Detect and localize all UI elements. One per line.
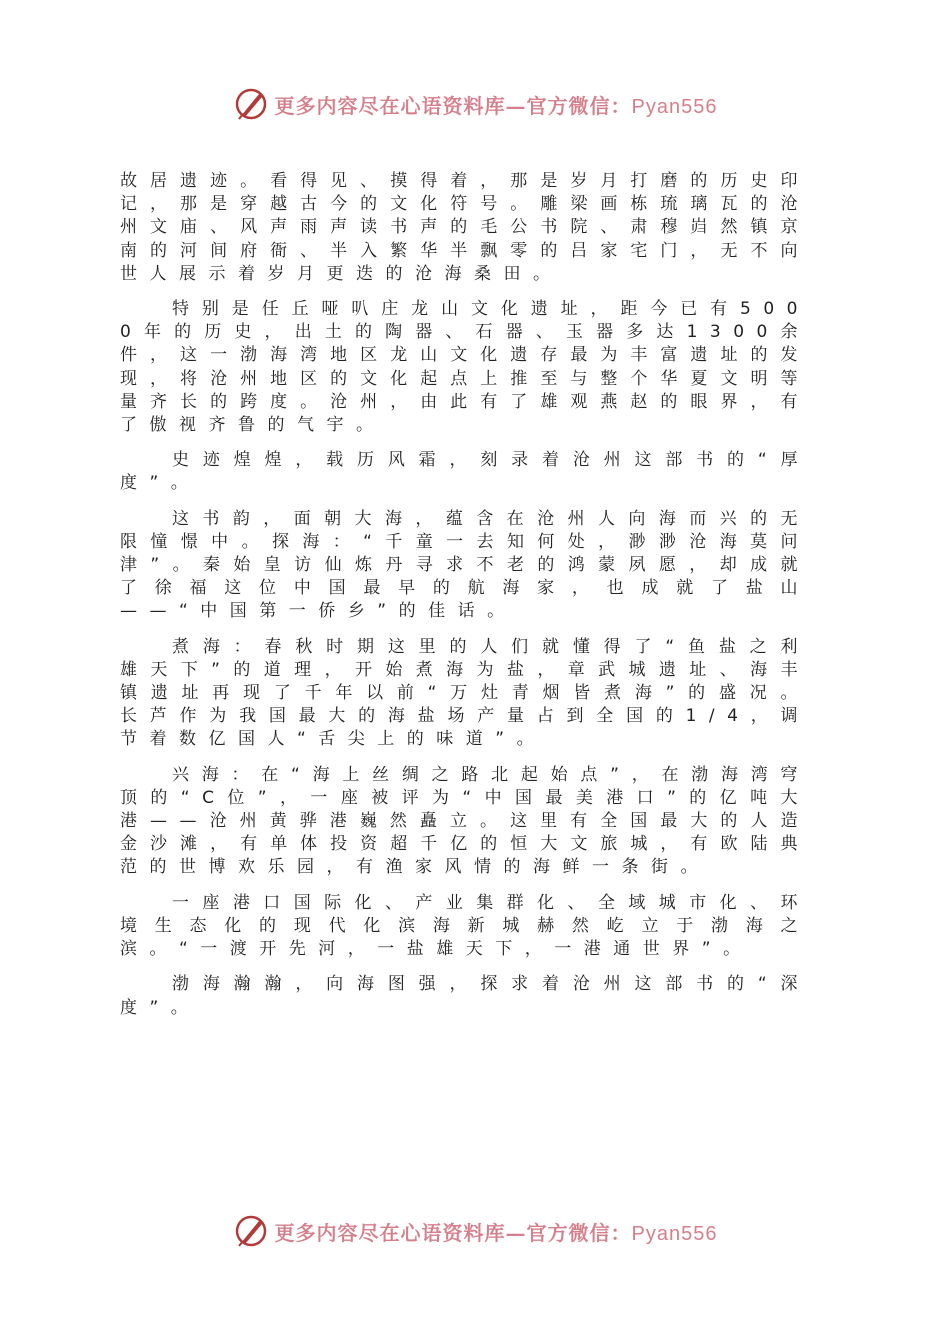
paragraph-3: 史迹煌煌，载历风霜，刻录着沧州这部书的“厚度”。 xyxy=(120,450,810,494)
paragraph-2: 特别是任丘哑叭庄龙山文化遗址，距今已有5000年的历史，出土的陶器、石器、玉器多达1300余件，这一渤海湾地区龙山文化遗存最为丰富遗址的发现，将沧州地区的文化起点上推至与整个华夏文明等量齐长的跨度。沧州，由此有了雄观燕赵的眼界，有了傲视齐鲁的气宇。 xyxy=(120,299,810,436)
paragraph-4: 这书韵，面朝大海，蕴含在沧州人向海而兴的无限憧憬中。探海：“千童一去知何处，渺渺沧海莫问津”。秦始皇访仙炼丹寻求不老的鸿蒙夙愿，却成就了徐福这位中国最早的航海家，也成就了盐山——“中国第一侨乡”的佳话。 xyxy=(120,508,810,622)
footer-banner-text xyxy=(275,1217,718,1246)
footer-wechat-id: Pyan556 xyxy=(631,1222,718,1245)
header-banner-label: 更多内容尽在心语资料库—官方微信： xyxy=(274,93,632,118)
paragraph-8: 渤海瀚瀚，向海图强，探求着沧州这部书的“深度”。 xyxy=(120,974,810,1018)
footer-banner-label: 更多内容尽在心语资料库—官方微信： xyxy=(274,1220,632,1245)
header-banner xyxy=(0,84,950,124)
quill-logo-icon xyxy=(233,86,269,122)
paragraph-7: 一座港口国际化、产业集群化、全域城市化、环境生态化的现代化滨海新城赫然屹立于渤海之滨。“一渡开先河，一盐雄天下，一港通世界”。 xyxy=(120,892,810,960)
paragraph-1: 故居遗迹。看得见、摸得着，那是岁月打磨的历史印记，那是穿越古今的文化符号。雕梁画栋琉璃瓦的沧州文庙、风声雨声读书声的毛公书院、肃穆岿然镇京南的河间府衙、半入繁华半飘零的吕家宅门，无不向世人展示着岁月更迭的沧海桑田。 xyxy=(120,171,810,284)
paragraph-5: 煮海：春秋时期这里的人们就懂得了“鱼盐之利雄天下”的道理，开始煮海为盐，章武城遗址、海丰镇遗址再现了千年以前“万灶青烟皆煮海”的盛况。长芦作为我国最大的海盐场产量占到全国的1/4，调节着数亿国人“舌尖上的味道”。 xyxy=(120,636,810,750)
header-wechat-id: Pyan556 xyxy=(631,95,718,118)
header-banner-text xyxy=(275,90,718,119)
article-body xyxy=(120,170,810,1032)
quill-logo-icon xyxy=(233,1213,269,1249)
footer-banner xyxy=(0,1211,950,1251)
paragraph-6: 兴海：在“海上丝绸之路北起始点”，在渤海湾穹顶的“C位”，一座被评为“中国最美港口”的亿吨大港——沧州黄骅港巍然矗立。这里有全国最大的人造金沙滩，有单体投资超千亿的恒大文旅城，有欧陆典范的世博欢乐园，有渔家风情的海鲜一条街。 xyxy=(120,764,810,878)
